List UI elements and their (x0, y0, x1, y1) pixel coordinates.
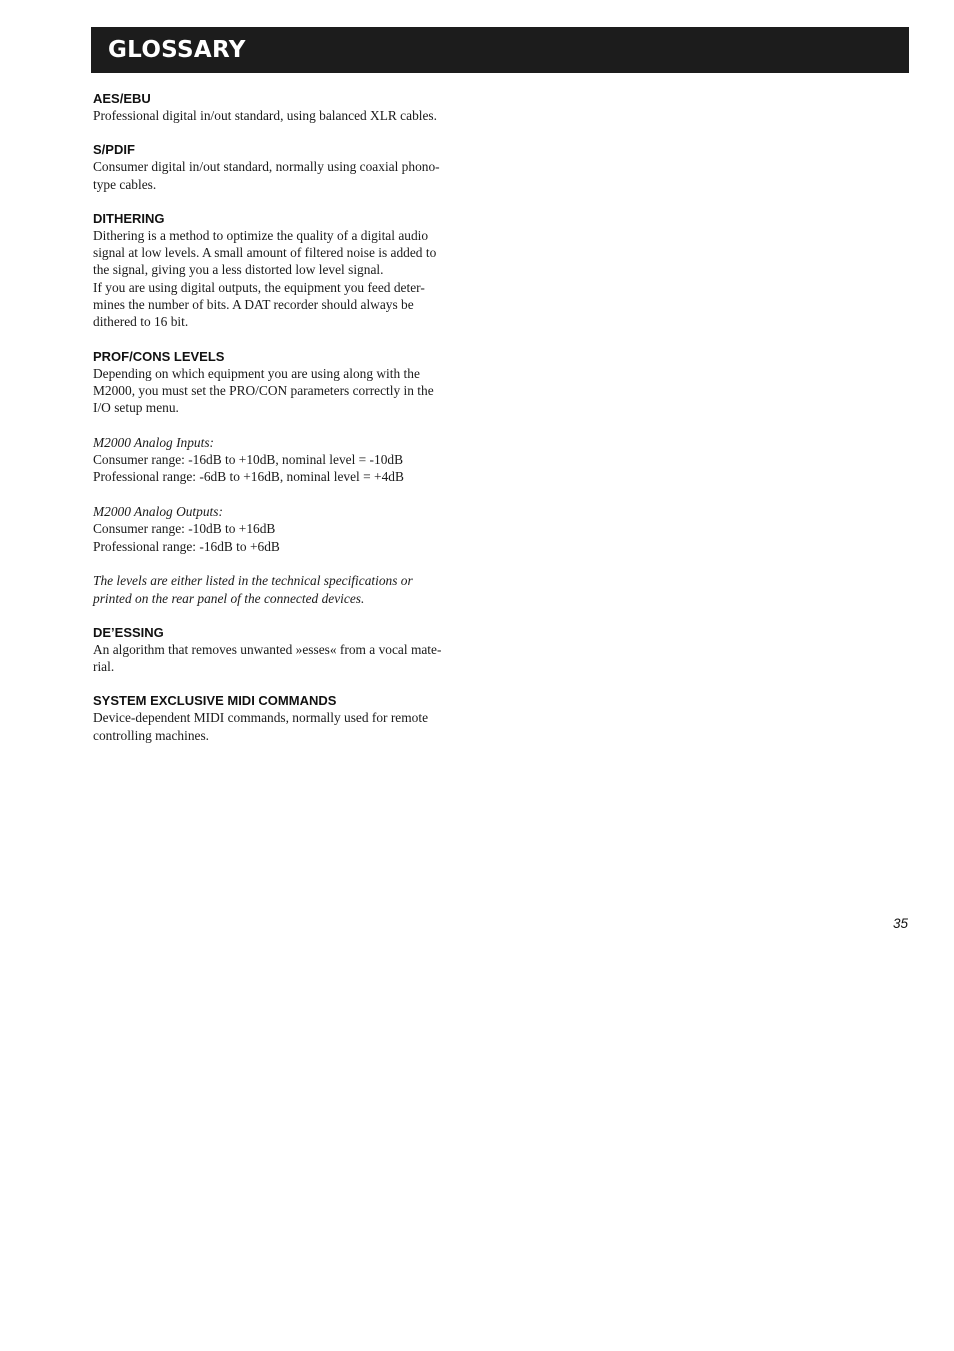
glossary-entry-aes-ebu (93, 90, 478, 124)
glossary-entry-prof-cons-levels (93, 348, 478, 607)
analog-outputs-heading: M2000 Analog Outputs: (93, 504, 223, 520)
glossary-definition: An algorithm that removes unwanted »esses« from a vocal mate- rial. (93, 641, 442, 675)
glossary-entry-dithering (93, 210, 478, 331)
glossary-definition: Depending on which equipment you are using along with the M2000, you must set the PRO/CON parameters correctly in the I/O setup menu. (93, 365, 434, 416)
glossary-term: S/PDIF (93, 142, 135, 158)
glossary-term: DE’ESSING (93, 624, 164, 640)
glossary-term: DITHERING (93, 210, 165, 226)
levels-note: The levels are either listed in the technical specifications or printed on the rear panel of the connected devices. (93, 573, 413, 606)
glossary-content (93, 90, 478, 761)
analog-outputs-ranges: Consumer range: -10dB to +16dB Professional range: -16dB to +6dB (93, 521, 280, 554)
page-number: 35 (892, 916, 908, 931)
glossary-definition: Consumer digital in/out standard, normally using coaxial phono- type cables. (93, 159, 440, 192)
glossary-header-bar (91, 27, 909, 73)
page-title: GLOSSARY (108, 37, 246, 63)
glossary-definition: Dithering is a method to optimize the quality of a digital audio signal at low levels. A small amount of filtered noise is added to the signal, giving you a less distorted low level signal. If you are using digital outputs, the equipment you feed deter- mines the number of bits. A DAT recorder should always be dithered to 16 bit. (93, 227, 437, 330)
glossary-term: AES/EBU (93, 91, 151, 106)
glossary-definition: Professional digital in/out standard, using balanced XLR cables. (93, 108, 437, 123)
glossary-entry-sysex-midi (93, 692, 478, 744)
glossary-term: SYSTEM EXCLUSIVE MIDI COMMANDS (93, 693, 337, 709)
glossary-entry-de-essing (93, 624, 478, 676)
analog-inputs-heading: M2000 Analog Inputs: (93, 434, 215, 450)
glossary-definition: Device-dependent MIDI commands, normally used for remote controlling machines. (93, 710, 429, 743)
levels-note-block (93, 572, 478, 607)
glossary-term: PROF/CONS LEVELS (93, 348, 225, 364)
analog-outputs-block (93, 503, 478, 555)
glossary-entry-spdif (93, 141, 478, 193)
analog-inputs-ranges: Consumer range: -16dB to +10dB, nominal level = -10dB Professional range: -6dB to +16dB, nominal level = +4dB (93, 452, 404, 485)
analog-inputs-block (93, 434, 478, 486)
